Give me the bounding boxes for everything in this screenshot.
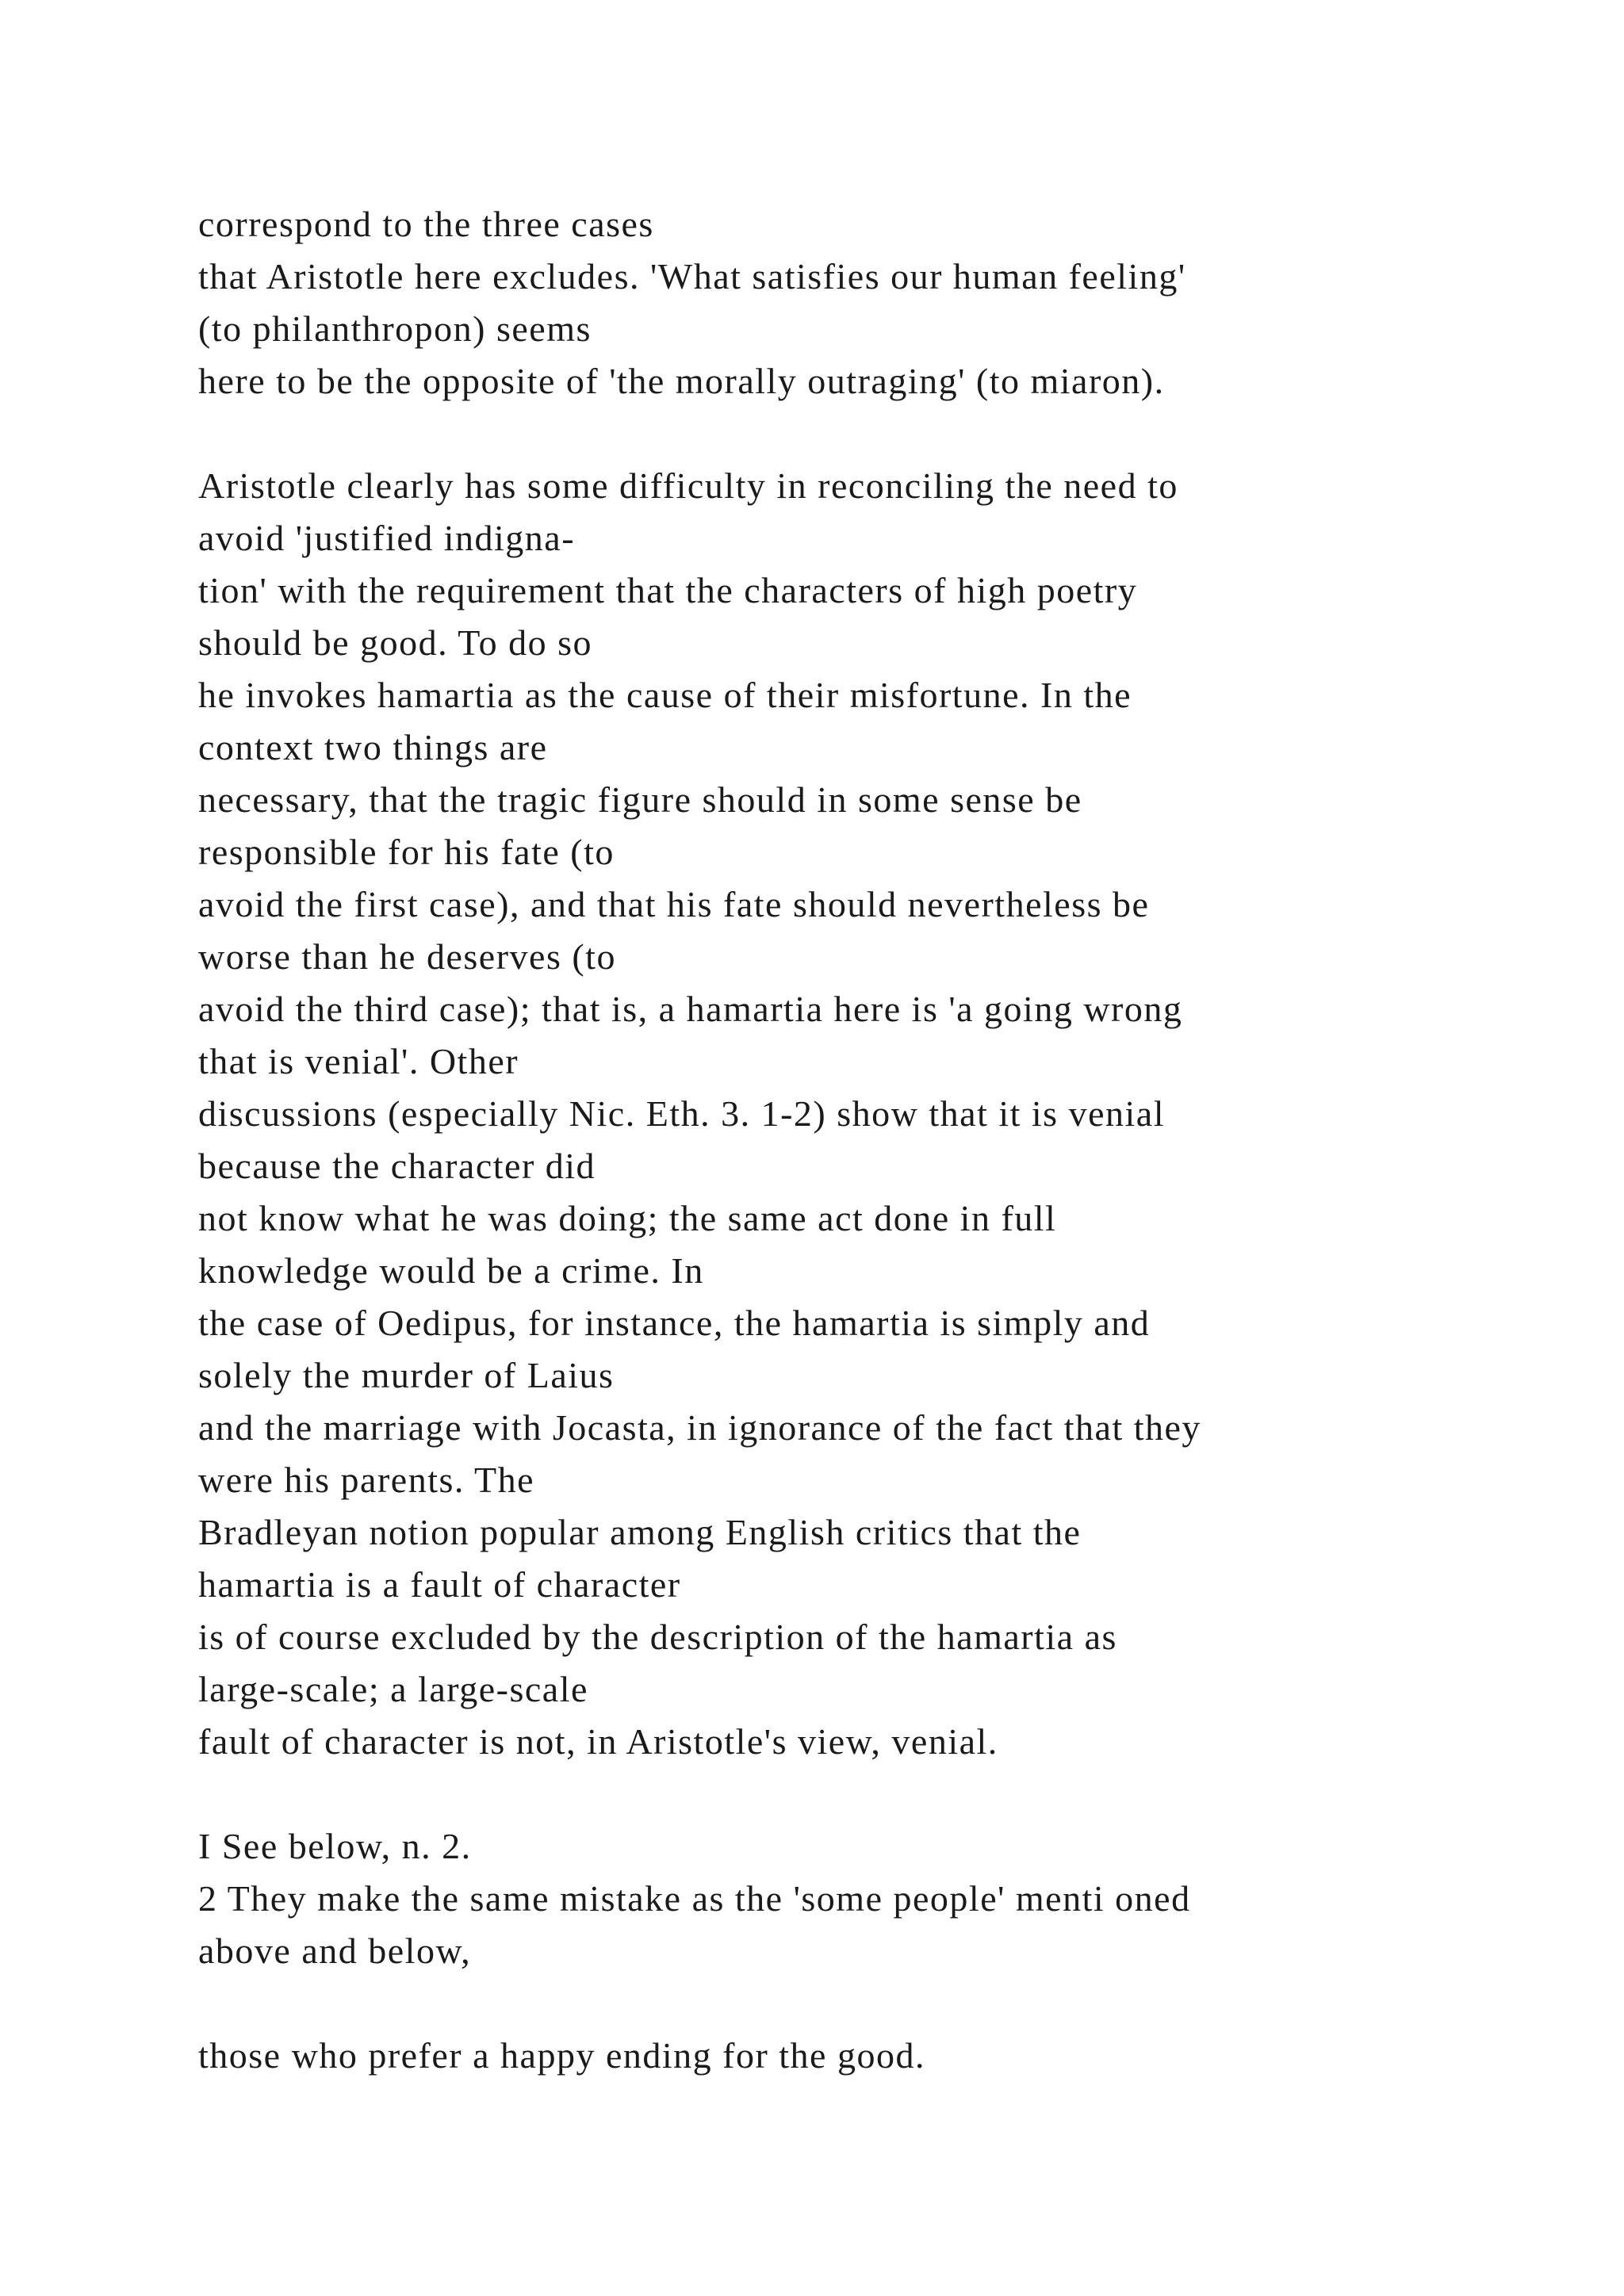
text-line: context two things are (198, 727, 548, 767)
footnote-line: those who prefer a happy ending for the good. (198, 2035, 925, 2076)
text-line: that is venial'. Other (198, 1041, 519, 1081)
footnote-line: 2 They make the same mistake as the 'some people' menti oned (198, 1878, 1191, 1919)
text-line: solely the murder of Laius (198, 1355, 615, 1395)
text-line: necessary, that the tragic figure should in some sense be (198, 779, 1082, 820)
text-line: avoid the first case), and that his fate should nevertheless be (198, 884, 1150, 924)
text-line: knowledge would be a crime. In (198, 1250, 704, 1291)
text-line: and the marriage with Jocasta, in ignorance of the fact that they (198, 1407, 1201, 1448)
text-line: responsible for his fate (to (198, 832, 615, 872)
text-line: because the character did (198, 1146, 596, 1186)
text-line: is of course excluded by the description of the hamartia as (198, 1617, 1117, 1657)
footnote-line: I See below, n. 2. (198, 1826, 472, 1866)
text-line: that Aristotle here excludes. 'What satisfies our human feeling' (198, 256, 1186, 297)
text-line: Bradleyan notion popular among English critics that the (198, 1512, 1082, 1552)
text-line: Aristotle clearly has some difficulty in reconciling the need to (198, 465, 1178, 506)
text-line: large-scale; a large-scale (198, 1669, 588, 1709)
text-line: the case of Oedipus, for instance, the hamartia is simply and (198, 1303, 1151, 1343)
text-line: were his parents. The (198, 1460, 535, 1500)
text-line: he invokes hamartia as the cause of their misfortune. In the (198, 675, 1132, 715)
blank-line (198, 408, 1507, 460)
text-line: avoid 'justified indigna- (198, 518, 576, 558)
text-line: not know what he was doing; the same act done in full (198, 1198, 1057, 1238)
footnote-line: above and below, (198, 1931, 472, 1971)
text-line: (to philanthropon) seems (198, 308, 592, 349)
text-line: tion' with the requirement that the characters of high poetry (198, 570, 1138, 610)
text-line: here to be the opposite of 'the morally outraging' (to miaron). (198, 361, 1165, 401)
blank-line (198, 1977, 1507, 2030)
text-line: avoid the third case); that is, a hamartia here is 'a going wrong (198, 989, 1183, 1029)
text-line: hamartia is a fault of character (198, 1564, 681, 1605)
text-line: should be good. To do so (198, 622, 593, 663)
text-line: worse than he deserves (to (198, 936, 616, 977)
blank-line (198, 1768, 1507, 1820)
text-line: discussions (especially Nic. Eth. 3. 1-2) show that it is venial (198, 1093, 1165, 1134)
text-line: correspond to the three cases (198, 204, 654, 244)
document-body (198, 198, 1507, 2082)
text-line: fault of character is not, in Aristotle's view, venial. (198, 1721, 998, 1762)
